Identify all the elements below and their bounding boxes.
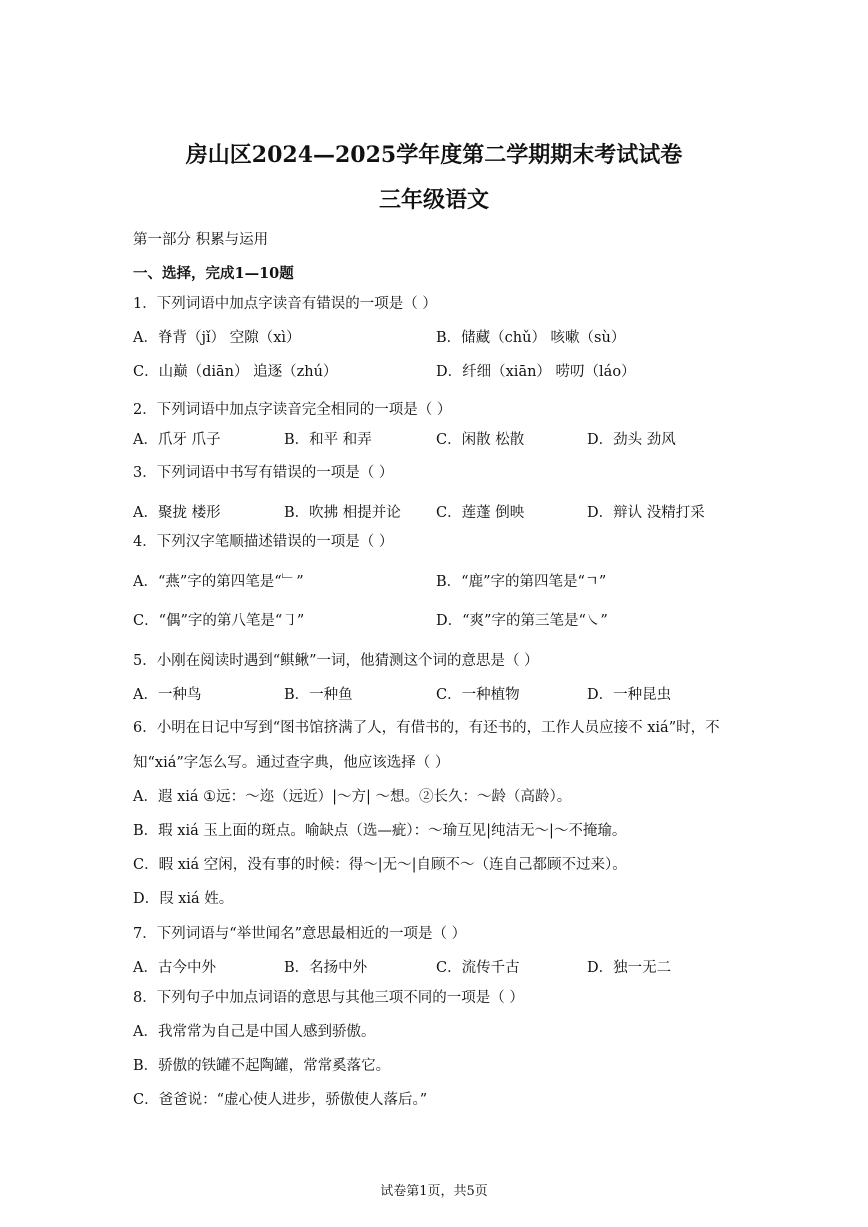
q8-stem: 8．下列句子中加点词语的意思与其他三项不同的一项是（ ）	[133, 990, 524, 1006]
q7-option-c: C．流传千古	[436, 960, 520, 976]
q6-option-d: D．叚 xiá 姓。	[133, 891, 234, 907]
q4-option-a: A．“燕”字的第四笔是“﹂”	[133, 574, 304, 590]
q2-option-d: D．劲头 劲风	[587, 432, 676, 448]
q6-option-a: A．遐 xiá ①远：～迩（远近）|～方| ～想。②长久：～龄（高龄）。	[133, 789, 572, 805]
q4-option-c: C．“偶”字的第八笔是“㇆”	[133, 613, 305, 629]
q6-option-c: C．暇 xiá 空闲，没有事的时候：得～|无～|自顾不～（连自己都顾不过来）。	[133, 857, 627, 873]
q6-stem-line2: 知“xiá”字怎么写。通过查字典，他应该选择（ ）	[133, 755, 450, 771]
q8-option-b: B．骄傲的铁罐不起陶罐，常常奚落它。	[133, 1058, 391, 1074]
q7-option-d: D．独一无二	[587, 960, 672, 976]
section-heading: 一、选择，完成1—10题	[133, 265, 294, 282]
q5-option-a: A．一种鸟	[133, 687, 202, 703]
q3-option-d: D．辩认 没精打采	[587, 505, 705, 521]
page-footer: 试卷第1页，共5页	[380, 1184, 488, 1199]
q7-stem: 7．下列词语与“举世闻名”意思最相近的一项是（ ）	[133, 926, 467, 942]
q1-option-d: D．纤细（xiān） 唠叨（láo）	[436, 364, 636, 380]
q3-option-a: A．聚拢 楼形	[133, 505, 221, 521]
q4-stem: 4．下列汉字笔顺描述错误的一项是（ ）	[133, 534, 394, 550]
q7-option-a: A．古今中外	[133, 960, 216, 976]
q2-stem: 2．下列词语中加点字读音完全相同的一项是（ ）	[133, 402, 452, 418]
q3-option-c: C．莲蓬 倒映	[436, 505, 525, 521]
q3-option-b: B．吹拂 相提并论	[284, 505, 401, 521]
q1-option-b: B．储藏（chǔ） 咳嗽（sù）	[436, 330, 626, 346]
exam-subtitle: 三年级语文	[378, 187, 489, 213]
q5-option-c: C．一种植物	[436, 687, 520, 703]
q5-stem: 5．小刚在阅读时遇到“鲯鳅”一词，他猜测这个词的意思是（ ）	[133, 653, 539, 669]
q4-option-b: B．“鹿”字的第四笔是“ㄱ”	[436, 574, 607, 590]
q5-option-d: D．一种昆虫	[587, 687, 672, 703]
q6-option-b: B．瑕 xiá 玉上面的斑点。喻缺点（选—疵）：～瑜互见|纯洁无～|～不掩瑜。	[133, 823, 627, 839]
q1-stem: 1．下列词语中加点字读音有错误的一项是（ ）	[133, 296, 437, 312]
q1-option-a: A．脊背（jǐ） 空隙（xì）	[133, 330, 301, 346]
q5-option-b: B．一种鱼	[284, 687, 353, 703]
q6-stem-line1: 6．小明在日记中写到“图书馆挤满了人，有借书的，有还书的，工作人员应接不 xiá”时，不	[133, 720, 720, 736]
q2-option-a: A．爪牙 爪子	[133, 432, 221, 448]
q1-option-c: C．山巅（diān） 追逐（zhú）	[133, 364, 338, 380]
q7-option-b: B．名扬中外	[284, 960, 368, 976]
q4-option-d: D．“爽”字的第三笔是“㇏”	[436, 613, 608, 629]
part-heading: 第一部分 积累与运用	[133, 232, 269, 248]
q2-option-b: B．和平 和弄	[284, 432, 372, 448]
exam-title: 房山区2024—2025学年度第二学期期末考试试卷	[185, 142, 683, 168]
q3-stem: 3．下列词语中书写有错误的一项是（ ）	[133, 465, 394, 481]
q2-option-c: C．闲散 松散	[436, 432, 525, 448]
q8-option-c: C．爸爸说：“虚心使人进步，骄傲使人落后。”	[133, 1092, 428, 1108]
q8-option-a: A．我常常为自己是中国人感到骄傲。	[133, 1024, 376, 1040]
